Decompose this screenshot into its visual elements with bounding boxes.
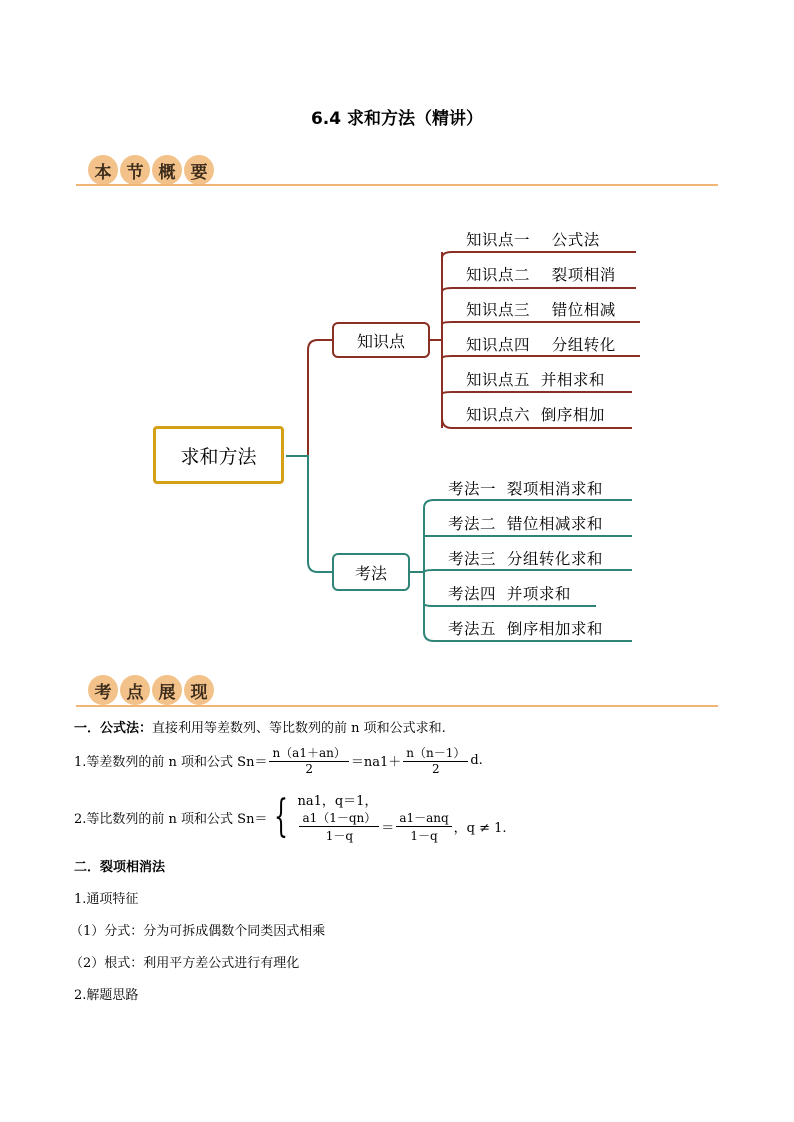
- fraction: [403, 744, 468, 776]
- mindmap-leaf: 考法三 分组转化求和: [448, 550, 603, 568]
- section-divider: [76, 705, 718, 707]
- mindmap-leaf: 知识点五 并相求和: [466, 371, 605, 389]
- formula-arithmetic-sum: [74, 744, 483, 776]
- mindmap-root: 求和方法: [153, 426, 284, 484]
- section-char: 点: [120, 675, 150, 705]
- brace-icon: {: [274, 791, 289, 842]
- mindmap-leaf: 知识点一 公式法: [466, 231, 600, 249]
- fraction-denominator: 1－q: [325, 829, 354, 843]
- section-char: 本: [88, 155, 118, 185]
- mindmap-leaf: 知识点四 分组转化: [466, 336, 616, 354]
- fraction-denominator: 1－q: [410, 829, 438, 843]
- fraction-numerator: a1（1－qn）: [299, 809, 379, 827]
- fraction: [269, 744, 348, 776]
- paragraph-text: 直接利用等差数列、等比数列的前 n 项和公式求和.: [152, 721, 446, 736]
- case-two: [297, 809, 506, 844]
- fraction-numerator: a1－anq: [396, 809, 451, 827]
- mindmap-branch-knowledge: 知识点: [332, 322, 430, 358]
- formula-middle: ＝na1＋: [350, 754, 402, 770]
- formula-equals: ＝: [381, 821, 395, 836]
- fraction-denominator: 2: [305, 762, 313, 776]
- section-char: 要: [184, 155, 214, 185]
- heading-split-term: 二．裂项相消法: [74, 860, 166, 875]
- paragraph-formula-method: [74, 717, 446, 736]
- case-one: na1，q＝1，: [297, 794, 378, 809]
- section-header-exam-points: [88, 673, 216, 707]
- heading-formula-method: 一．公式法：: [74, 721, 153, 736]
- fraction: [396, 809, 451, 844]
- section-char: 现: [184, 675, 214, 705]
- paragraph: 2.解题思路: [74, 988, 139, 1003]
- piecewise-cases: [297, 790, 506, 844]
- formula-prefix: 1.等差数列的前 n 项和公式 Sn＝: [74, 754, 268, 770]
- paragraph: 1.通项特征: [74, 892, 139, 907]
- mindmap-branch-methods: 考法: [332, 553, 410, 591]
- paragraph: （1）分式：分为可拆成偶数个同类因式相乘: [70, 924, 326, 939]
- mindmap-leaf: 知识点二 裂项相消: [466, 266, 616, 284]
- section-char: 考: [88, 675, 118, 705]
- mindmap-leaf: 知识点六 倒序相加: [466, 406, 605, 424]
- formula-geometric-sum: [74, 790, 507, 844]
- formula-suffix: ，q ≠ 1.: [453, 821, 507, 836]
- fraction-numerator: n（n－1）: [403, 744, 468, 762]
- mindmap-leaf: 考法五 倒序相加求和: [448, 620, 603, 638]
- mindmap-leaf: 考法一 裂项相消求和: [448, 480, 603, 498]
- formula-suffix: d.: [470, 752, 483, 768]
- mindmap-leaf: 考法二 错位相减求和: [448, 515, 603, 533]
- mindmap-leaf: 考法四 并项求和: [448, 585, 571, 603]
- section-char: 节: [120, 155, 150, 185]
- section-char: 概: [152, 155, 182, 185]
- page-title: 6.4 求和方法（精讲）: [310, 109, 484, 129]
- fraction: [299, 809, 379, 844]
- fraction-numerator: n（a1＋an）: [269, 744, 348, 762]
- fraction-denominator: 2: [431, 762, 440, 776]
- paragraph: （2）根式：利用平方差公式进行有理化: [70, 956, 300, 971]
- formula-prefix: 2.等比数列的前 n 项和公式 Sn＝: [74, 811, 268, 827]
- section-char: 展: [152, 675, 182, 705]
- mindmap-leaf: 知识点三 错位相减: [466, 301, 616, 319]
